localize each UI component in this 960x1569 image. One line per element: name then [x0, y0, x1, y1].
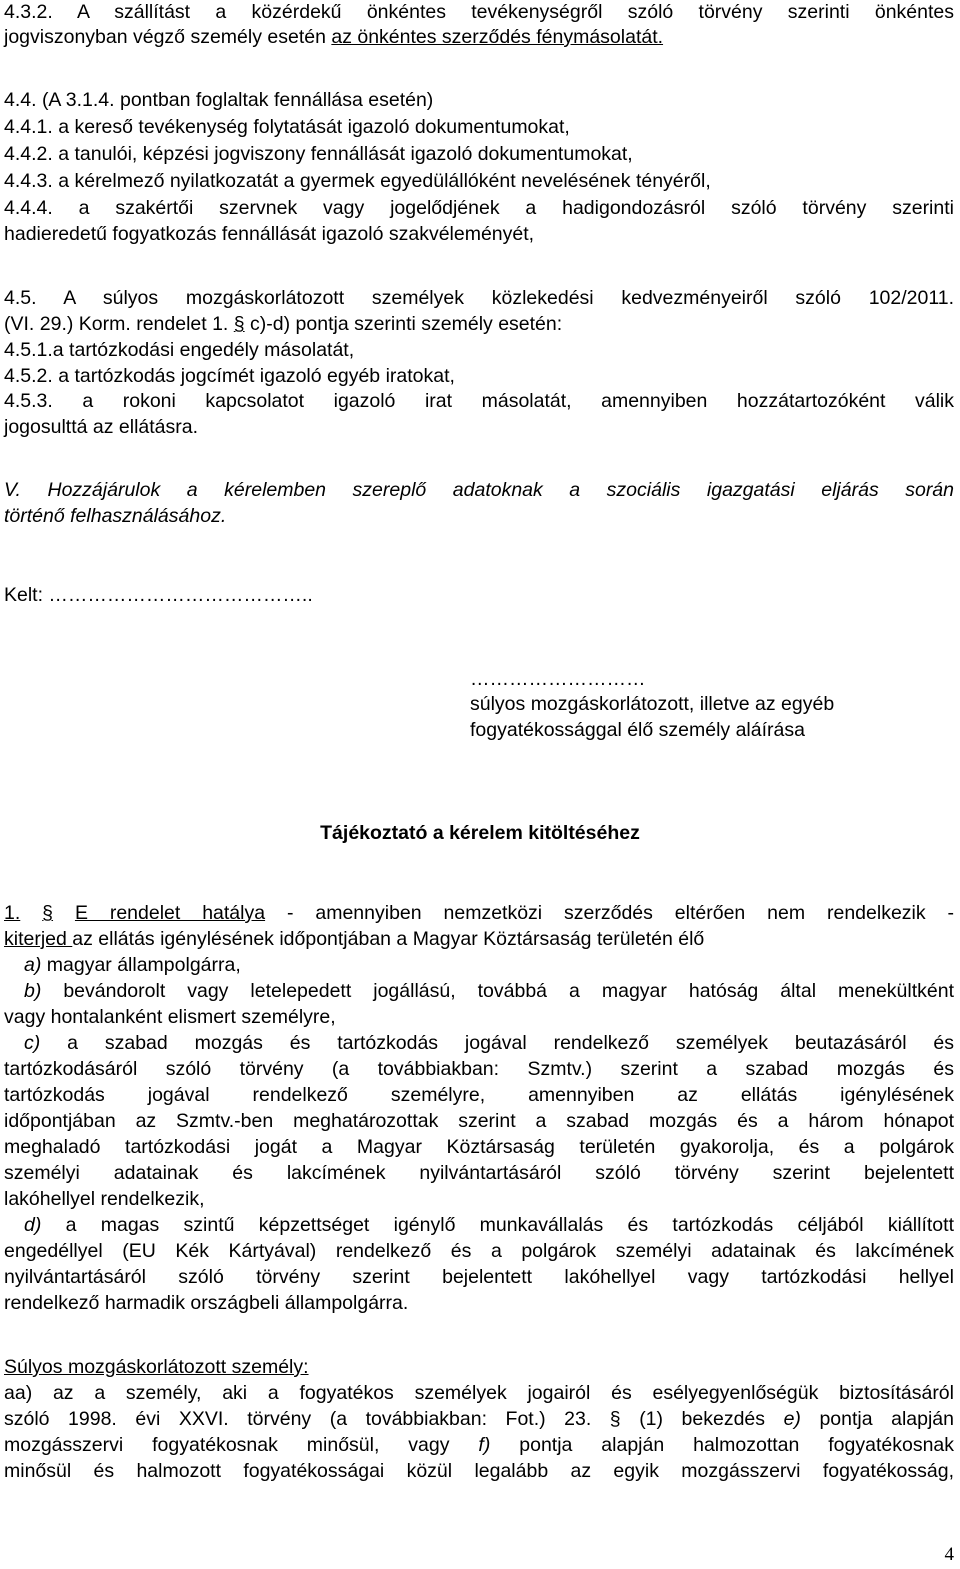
list-item: 4.4.3. a kérelmező nyilatkozatát a gyermek egyedülállóként nevelésének tényéről,	[4, 170, 711, 192]
info-title: Tájékoztató a kérelem kitöltéséhez	[320, 822, 640, 844]
underlined-text: az önkéntes szerződés fénymásolatát.	[331, 26, 664, 48]
consent-statement: V. Hozzájárulok a kérelemben szereplő adatoknak a szociális igazgatási eljárás során	[4, 479, 954, 501]
text-line: jogviszonyban végző személy esetén az önkéntes szerződés fénymásolatát.	[4, 26, 664, 48]
list-item-continuation: személyi adatainak és lakcímének nyilvántartásáról szóló törvény szerint bejelentett	[4, 1162, 954, 1184]
signature-caption: súlyos mozgáskorlátozott, illetve az egyéb	[470, 693, 835, 715]
definition-line: szóló 1998. évi XXVI. törvény (a továbbiakban: Fot.) 23. § (1) bekezdés e) pontja alapján	[4, 1408, 954, 1430]
list-item-continuation: vagy hontalanként elismert személyre,	[4, 1006, 336, 1028]
list-item-continuation: meghaladó tartózkodási jogát a Magyar Köztársaság területén gyakorolja, és a polgárok	[4, 1136, 954, 1158]
signature-caption: fogyatékossággal élő személy aláírása	[470, 719, 805, 741]
section-heading: 4.5. A súlyos mozgáskorlátozott személyek közlekedési kedvezményeiről szóló 102/2011.	[4, 287, 954, 309]
date-field: Kelt: …………………………………..	[4, 584, 313, 606]
list-item: 4.5.3. a rokoni kapcsolatot igazoló irat másolatát, amennyiben hozzátartozóként válik	[4, 390, 954, 412]
list-item: 4.4.4. a szakértői szervnek vagy jogelődjének a hadigondozásról szóló törvény szerinti	[4, 197, 954, 219]
definition-line: mozgásszervi fogyatékosnak minősül, vagy f) pontja alapján halmozottan fogyatékosnak	[4, 1434, 955, 1456]
list-item: a) magyar állampolgárra,	[24, 954, 241, 976]
list-item-continuation: hadieredetű fogyatkozás fennállását igazoló szakvéleményét,	[4, 223, 535, 245]
list-item-continuation: engedéllyel (EU Kék Kártyával) rendelkező és a polgárok személyi adatainak és lakcímének	[4, 1240, 954, 1262]
paragraph-sign: §	[233, 313, 245, 335]
list-item-continuation: jogosulttá az ellátásra.	[4, 416, 199, 438]
definition-line: minősül és halmozott fogyatékosságai közül legalább az egyik mozgásszervi fogyatékosság,	[4, 1460, 954, 1482]
list-item-continuation: lakóhellyel rendelkezik,	[4, 1188, 205, 1210]
list-item-continuation: időpontjában az Szmtv.-ben meghatározottak szerint a szabad mozgás és a három hónapot	[4, 1110, 954, 1132]
text-line: 4.3.2. A szállítást a közérdekű önkéntes tevékenységről szóló törvény szerinti önkéntes	[4, 1, 954, 23]
list-item-continuation: tartózkodás jogával rendelkező személyre, amennyiben az ellátás igénylésének	[4, 1084, 954, 1106]
list-item: b) bevándorolt vagy letelepedett jogállású, továbbá a magyar hatóság által menekültként	[24, 980, 954, 1002]
list-item-continuation: rendelkező harmadik országbeli állampolgárra.	[4, 1292, 409, 1314]
paragraph-sign: §	[42, 902, 54, 924]
paragraph-line: kiterjed az ellátás igénylésének időpontjában a Magyar Köztársaság területén élő	[4, 928, 705, 950]
list-item: 4.4.2. a tanulói, képzési jogviszony fennállását igazoló dokumentumokat,	[4, 143, 633, 165]
underlined-text: E rendelet hatálya	[74, 902, 266, 924]
definition-title: Súlyos mozgáskorlátozott személy:	[4, 1356, 309, 1378]
list-item: c) a szabad mozgás és tartózkodás jogával rendelkező személyek beutazásáról és	[24, 1032, 954, 1054]
list-item-continuation: tartózkodásáról szóló törvény (a továbbiakban: Szmtv.) szerint a szabad mozgás és	[4, 1058, 954, 1080]
list-item: 4.4.1. a kereső tevékenység folytatását igazoló dokumentumokat,	[4, 116, 570, 138]
definition-line: aa) az a személy, aki a fogyatékos személyek jogairól és esélyegyenlőségük biztosításáról	[4, 1382, 954, 1404]
list-item: 4.5.2. a tartózkodás jogcímét igazoló egyéb iratokat,	[4, 365, 455, 387]
list-item: d) a magas szintű képzettséget igénylő munkavállalás és tartózkodás céljából kiállított	[24, 1214, 954, 1236]
list-item: 4.5.1.a tartózkodási engedély másolatát,	[4, 339, 355, 361]
paragraph-line: 1. § E rendelet hatálya - amennyiben nemzetközi szerződés eltérően nem rendelkezik -	[4, 902, 955, 924]
section-heading: 4.4. (A 3.1.4. pontban foglaltak fennállása esetén)	[4, 89, 434, 111]
page-number: 4	[944, 1544, 954, 1565]
section-heading-continuation: (VI. 29.) Korm. rendelet 1. § c)-d) pontja szerinti személy esetén:	[4, 313, 563, 335]
paragraph-sign: §	[609, 1408, 621, 1430]
consent-statement: történő felhasználásához.	[4, 505, 227, 527]
list-item-continuation: nyilvántartásáról szóló törvény szerint bejelentett lakóhellyel vagy tartózkodási hellyel	[4, 1266, 954, 1288]
signature-line: ………………………	[470, 668, 646, 690]
